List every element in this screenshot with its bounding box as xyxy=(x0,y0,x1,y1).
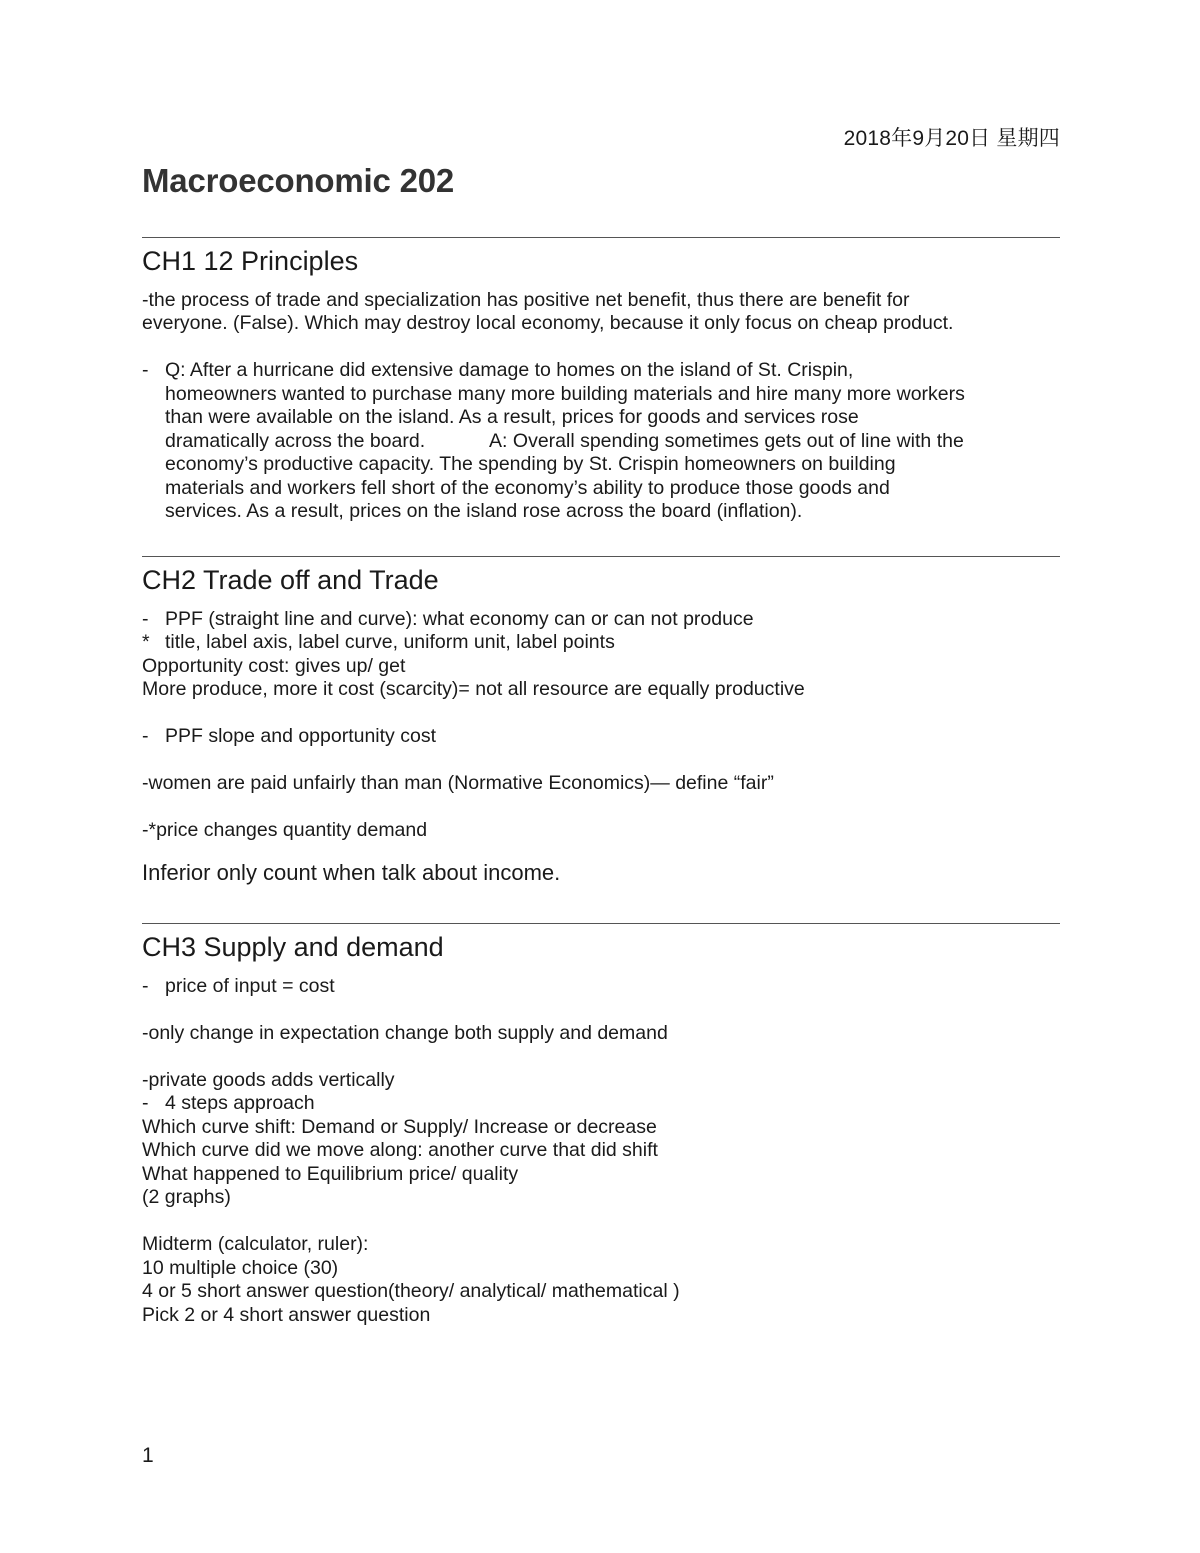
ch2-text-line: PPF slope and opportunity cost xyxy=(165,725,436,748)
ch3-text-line: -only change in expectation change both supply and demand xyxy=(142,1021,668,1044)
ch3-text-line: -private goods adds vertically xyxy=(142,1068,395,1091)
dash-bullet: - xyxy=(142,607,149,630)
section-divider xyxy=(142,923,1060,924)
ch3-text-line: price of input = cost xyxy=(165,974,335,997)
dash-bullet: - xyxy=(142,359,149,382)
ch3-text-line: 4 steps approach xyxy=(165,1092,315,1115)
ch2-text-line: title, label axis, label curve, uniform unit, label points xyxy=(165,631,615,654)
section-heading-ch1: CH1 12 Principles xyxy=(142,246,359,276)
qa-line: dramatically across the board. A: Overall spending sometimes gets out of line with the xyxy=(165,429,964,452)
section-heading-ch3: CH3 Supply and demand xyxy=(142,932,444,962)
ch3-text-line: Midterm (calculator, ruler): xyxy=(142,1233,369,1256)
dash-bullet: - xyxy=(142,1092,149,1115)
section-divider xyxy=(142,237,1060,238)
ch2-list-item xyxy=(142,631,1060,655)
ch2-text-line: More produce, more it cost (scarcity)= not all resource are equally productive xyxy=(142,678,805,701)
qa-line: than were available on the island. As a result, prices for goods and services rose xyxy=(165,406,859,429)
ch3-list-item xyxy=(142,1092,1060,1116)
ch2-list-item xyxy=(142,725,1060,749)
ch3-text-line: 4 or 5 short answer question(theory/ analytical/ mathematical ) xyxy=(142,1280,680,1303)
asterisk-bullet: * xyxy=(142,631,150,654)
section-ch2 xyxy=(142,556,1060,886)
ch3-text-line: Which curve did we move along: another curve that did shift xyxy=(142,1139,658,1162)
ch3-list-item xyxy=(142,975,1060,999)
qa-line: materials and workers fell short of the economy’s ability to produce those goods and xyxy=(165,476,890,499)
section-heading-ch2: CH2 Trade off and Trade xyxy=(142,565,439,595)
qa-line: economy’s productive capacity. The spending by St. Crispin homeowners on building xyxy=(165,453,896,476)
qa-line: Q: After a hurricane did extensive damage to homes on the island of St. Crispin, xyxy=(165,359,854,382)
ch2-text-line: Opportunity cost: gives up/ get xyxy=(142,654,406,677)
ch2-emphasis-line: Inferior only count when talk about income. xyxy=(142,859,561,885)
ch2-list-item xyxy=(142,608,1060,632)
ch3-text-line: (2 graphs) xyxy=(142,1186,231,1209)
ch3-text-line: Which curve shift: Demand or Supply/ Increase or decrease xyxy=(142,1115,657,1138)
section-divider xyxy=(142,556,1060,557)
ch3-text-line: 10 multiple choice (30) xyxy=(142,1256,339,1279)
section-ch3 xyxy=(142,923,1060,1327)
ch2-text-line: -women are paid unfairly than man (Normative Economics)— define “fair” xyxy=(142,772,774,795)
ch1-text-line: -the process of trade and specialization has positive net benefit, thus there are benefit for xyxy=(142,288,910,311)
page-number: 1 xyxy=(142,1444,154,1467)
dash-bullet: - xyxy=(142,974,149,997)
section-ch1 xyxy=(142,237,1060,524)
ch2-text-line: -*price changes quantity demand xyxy=(142,819,428,842)
qa-line: homeowners wanted to purchase many more building materials and hire many more workers xyxy=(165,382,965,405)
ch1-qa-item xyxy=(142,359,1060,524)
ch1-text-line: everyone. (False). Which may destroy local economy, because it only focus on cheap product. xyxy=(142,312,954,335)
qa-line: services. As a result, prices on the island rose across the board (inflation). xyxy=(165,500,803,523)
ch3-text-line: What happened to Equilibrium price/ quality xyxy=(142,1162,519,1185)
note-date: 2018年9月20日 星期四 xyxy=(843,127,1060,150)
dash-bullet: - xyxy=(142,725,149,748)
ch3-text-line: Pick 2 or 4 short answer question xyxy=(142,1303,431,1326)
document-title: Macroeconomic 202 xyxy=(142,162,455,199)
ch2-text-line: PPF (straight line and curve): what economy can or can not produce xyxy=(165,607,754,630)
